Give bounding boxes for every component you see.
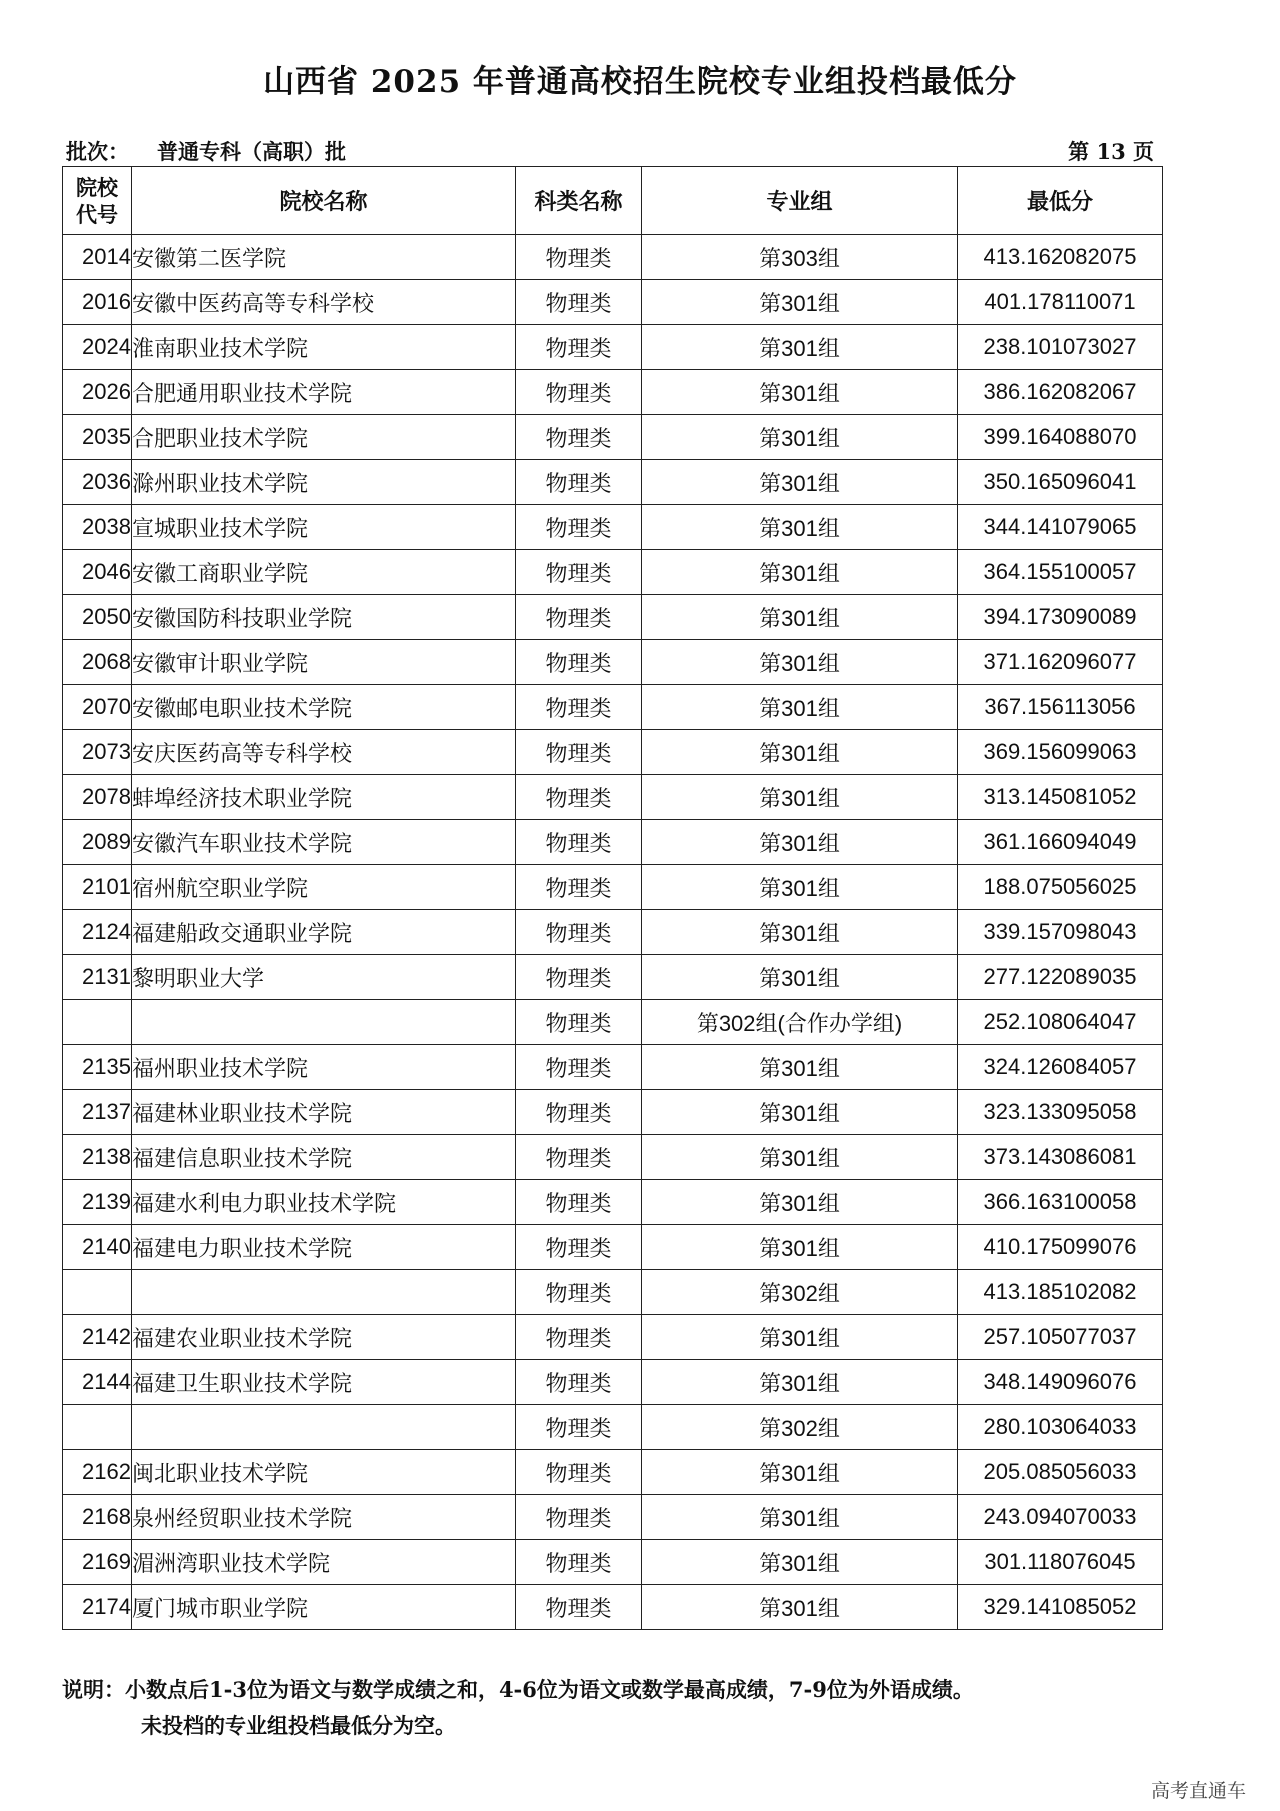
- category-cell: 物理类: [516, 1360, 642, 1405]
- min-score-cell: 301.118076045: [958, 1540, 1163, 1585]
- min-score-cell: 373.143086081: [958, 1135, 1163, 1180]
- school-code-cell: 2038: [63, 505, 132, 550]
- min-score-cell: 329.141085052: [958, 1585, 1163, 1630]
- score-table: [62, 166, 1163, 1630]
- group-cell: 第301组: [642, 865, 958, 910]
- school-code-cell: 2168: [63, 1495, 132, 1540]
- school-name-cell: 安庆医药高等专科学校: [132, 730, 516, 775]
- school-name-cell: 合肥通用职业技术学院: [132, 370, 516, 415]
- table-row: [63, 1135, 1163, 1180]
- school-name-cell: 蚌埠经济技术职业学院: [132, 775, 516, 820]
- group-cell: 第301组: [642, 1315, 958, 1360]
- school-code-cell: 2089: [63, 820, 132, 865]
- min-score-cell: 401.178110071: [958, 280, 1163, 325]
- table-row: [63, 730, 1163, 775]
- min-score-cell: 350.165096041: [958, 460, 1163, 505]
- table-row: [63, 640, 1163, 685]
- group-cell: 第301组: [642, 595, 958, 640]
- school-code-cell: 2068: [63, 640, 132, 685]
- category-cell: 物理类: [516, 1180, 642, 1225]
- min-score-cell: 367.156113056: [958, 685, 1163, 730]
- group-cell: 第301组: [642, 1135, 958, 1180]
- min-score-cell: 243.094070033: [958, 1495, 1163, 1540]
- school-name-cell: 福建卫生职业技术学院: [132, 1360, 516, 1405]
- category-cell: 物理类: [516, 1585, 642, 1630]
- category-cell: 物理类: [516, 1450, 642, 1495]
- school-code-cell: 2073: [63, 730, 132, 775]
- category-cell: 物理类: [516, 370, 642, 415]
- school-name-cell: 安徽汽车职业技术学院: [132, 820, 516, 865]
- category-cell: 物理类: [516, 820, 642, 865]
- school-name-cell: 淮南职业技术学院: [132, 325, 516, 370]
- category-cell: 物理类: [516, 595, 642, 640]
- school-code-cell: 2139: [63, 1180, 132, 1225]
- category-cell: 物理类: [516, 235, 642, 280]
- school-name-cell: 福建船政交通职业学院: [132, 910, 516, 955]
- group-cell: 第301组: [642, 325, 958, 370]
- batch-label: 批次：: [66, 139, 129, 164]
- min-score-cell: 394.173090089: [958, 595, 1163, 640]
- group-cell: 第301组: [642, 1495, 958, 1540]
- group-cell: 第301组: [642, 550, 958, 595]
- table-row: [63, 955, 1163, 1000]
- table-row: [63, 1540, 1163, 1585]
- school-name-cell: [132, 1405, 516, 1450]
- category-cell: 物理类: [516, 1315, 642, 1360]
- school-code-cell: 2174: [63, 1585, 132, 1630]
- min-score-cell: 313.145081052: [958, 775, 1163, 820]
- group-cell: 第301组: [642, 1360, 958, 1405]
- table-row: [63, 1405, 1163, 1450]
- min-score-cell: 252.108064047: [958, 1000, 1163, 1045]
- category-cell: 物理类: [516, 865, 642, 910]
- school-code-cell: [63, 1270, 132, 1315]
- category-cell: 物理类: [516, 685, 642, 730]
- table-row: [63, 1270, 1163, 1315]
- school-name-cell: 福建水利电力职业技术学院: [132, 1180, 516, 1225]
- table-row: [63, 1090, 1163, 1135]
- min-score-cell: 413.162082075: [958, 235, 1163, 280]
- category-cell: 物理类: [516, 1225, 642, 1270]
- group-cell: 第302组(合作办学组): [642, 1000, 958, 1045]
- school-code-cell: 2137: [63, 1090, 132, 1135]
- group-cell: 第301组: [642, 1180, 958, 1225]
- school-name-cell: 湄洲湾职业技术学院: [132, 1540, 516, 1585]
- table-body: [63, 235, 1163, 1630]
- table-row: [63, 1315, 1163, 1360]
- table-row: [63, 1495, 1163, 1540]
- school-code-cell: 2070: [63, 685, 132, 730]
- table-row: [63, 820, 1163, 865]
- group-cell: 第301组: [642, 415, 958, 460]
- table-row: [63, 370, 1163, 415]
- min-score-cell: 257.105077037: [958, 1315, 1163, 1360]
- min-score-cell: 371.162096077: [958, 640, 1163, 685]
- group-cell: 第301组: [642, 640, 958, 685]
- header-code-line2: 代号: [76, 201, 118, 227]
- category-cell: 物理类: [516, 1045, 642, 1090]
- school-code-cell: 2024: [63, 325, 132, 370]
- school-code-cell: 2101: [63, 865, 132, 910]
- batch-value: 普通专科（高职）批: [157, 139, 346, 164]
- group-cell: 第301组: [642, 1450, 958, 1495]
- school-name-cell: 宿州航空职业学院: [132, 865, 516, 910]
- table-row: [63, 1180, 1163, 1225]
- school-code-cell: 2162: [63, 1450, 132, 1495]
- min-score-cell: 323.133095058: [958, 1090, 1163, 1135]
- batch-info: [66, 136, 346, 166]
- school-code-cell: 2142: [63, 1315, 132, 1360]
- school-name-cell: 福建林业职业技术学院: [132, 1090, 516, 1135]
- school-name-cell: 滁州职业技术学院: [132, 460, 516, 505]
- group-cell: 第301组: [642, 280, 958, 325]
- group-cell: 第301组: [642, 1585, 958, 1630]
- table-row: [63, 775, 1163, 820]
- min-score-cell: 277.122089035: [958, 955, 1163, 1000]
- min-score-cell: 339.157098043: [958, 910, 1163, 955]
- school-name-cell: 泉州经贸职业技术学院: [132, 1495, 516, 1540]
- group-cell: 第303组: [642, 235, 958, 280]
- min-score-cell: 361.166094049: [958, 820, 1163, 865]
- school-code-cell: 2169: [63, 1540, 132, 1585]
- min-score-cell: 369.156099063: [958, 730, 1163, 775]
- table-row: [63, 910, 1163, 955]
- category-cell: 物理类: [516, 280, 642, 325]
- school-name-cell: 福建信息职业技术学院: [132, 1135, 516, 1180]
- school-code-cell: 2035: [63, 415, 132, 460]
- table-row: [63, 325, 1163, 370]
- school-code-cell: 2124: [63, 910, 132, 955]
- table-row: [63, 415, 1163, 460]
- min-score-cell: 188.075056025: [958, 865, 1163, 910]
- category-cell: 物理类: [516, 460, 642, 505]
- table-row: [63, 685, 1163, 730]
- category-cell: 物理类: [516, 415, 642, 460]
- min-score-cell: 366.163100058: [958, 1180, 1163, 1225]
- school-name-cell: 安徽审计职业学院: [132, 640, 516, 685]
- category-cell: 物理类: [516, 550, 642, 595]
- category-cell: 物理类: [516, 1090, 642, 1135]
- table-row: [63, 505, 1163, 550]
- header-group: 专业组: [642, 167, 958, 235]
- category-cell: 物理类: [516, 1405, 642, 1450]
- school-code-cell: [63, 1405, 132, 1450]
- table-row: [63, 865, 1163, 910]
- min-score-cell: 364.155100057: [958, 550, 1163, 595]
- category-cell: 物理类: [516, 910, 642, 955]
- school-code-cell: 2144: [63, 1360, 132, 1405]
- table-row: [63, 235, 1163, 280]
- school-code-cell: 2036: [63, 460, 132, 505]
- category-cell: 物理类: [516, 1495, 642, 1540]
- group-cell: 第302组: [642, 1270, 958, 1315]
- min-score-cell: 348.149096076: [958, 1360, 1163, 1405]
- table-row: [63, 1045, 1163, 1090]
- category-cell: 物理类: [516, 325, 642, 370]
- min-score-cell: 413.185102082: [958, 1270, 1163, 1315]
- school-name-cell: 宣城职业技术学院: [132, 505, 516, 550]
- footnote: [62, 1672, 974, 1744]
- table-row: [63, 550, 1163, 595]
- school-code-cell: 2050: [63, 595, 132, 640]
- group-cell: 第301组: [642, 370, 958, 415]
- school-name-cell: 福建电力职业技术学院: [132, 1225, 516, 1270]
- min-score-cell: 410.175099076: [958, 1225, 1163, 1270]
- table-header-row: [63, 167, 1163, 235]
- table-row: [63, 280, 1163, 325]
- category-cell: 物理类: [516, 775, 642, 820]
- school-code-cell: 2135: [63, 1045, 132, 1090]
- group-cell: 第301组: [642, 775, 958, 820]
- table-row: [63, 1585, 1163, 1630]
- school-name-cell: 安徽国防科技职业学院: [132, 595, 516, 640]
- table-row: [63, 460, 1163, 505]
- school-name-cell: [132, 1270, 516, 1315]
- min-score-cell: 386.162082067: [958, 370, 1163, 415]
- school-code-cell: 2140: [63, 1225, 132, 1270]
- header-code-line1: 院校: [76, 174, 118, 200]
- min-score-cell: 399.164088070: [958, 415, 1163, 460]
- group-cell: 第301组: [642, 1090, 958, 1135]
- footnote-line2: 未投档的专业组投档最低分为空。: [141, 1713, 456, 1738]
- table-row: [63, 595, 1163, 640]
- school-code-cell: 2078: [63, 775, 132, 820]
- min-score-cell: 238.101073027: [958, 325, 1163, 370]
- page-title: 山西省 2025 年普通高校招生院校专业组投档最低分: [263, 64, 1017, 100]
- school-name-cell: 厦门城市职业学院: [132, 1585, 516, 1630]
- min-score-cell: 344.141079065: [958, 505, 1163, 550]
- category-cell: 物理类: [516, 505, 642, 550]
- group-cell: 第301组: [642, 910, 958, 955]
- group-cell: 第301组: [642, 730, 958, 775]
- school-name-cell: 黎明职业大学: [132, 955, 516, 1000]
- category-cell: 物理类: [516, 955, 642, 1000]
- group-cell: 第301组: [642, 955, 958, 1000]
- table-row: [63, 1000, 1163, 1045]
- header-school-code: [63, 167, 132, 235]
- category-cell: 物理类: [516, 640, 642, 685]
- group-cell: 第301组: [642, 685, 958, 730]
- min-score-cell: 205.085056033: [958, 1450, 1163, 1495]
- school-name-cell: 安徽邮电职业技术学院: [132, 685, 516, 730]
- category-cell: 物理类: [516, 1000, 642, 1045]
- school-code-cell: 2046: [63, 550, 132, 595]
- group-cell: 第302组: [642, 1405, 958, 1450]
- table-row: [63, 1360, 1163, 1405]
- school-name-cell: 安徽中医药高等专科学校: [132, 280, 516, 325]
- min-score-cell: 280.103064033: [958, 1405, 1163, 1450]
- footnote-line1: 说明：小数点后1-3位为语文与数学成绩之和，4-6位为语文或数学最高成绩，7-9位为外语成绩。: [62, 1677, 974, 1702]
- group-cell: 第301组: [642, 1045, 958, 1090]
- header-school-name: 院校名称: [132, 167, 516, 235]
- school-name-cell: 安徽第二医学院: [132, 235, 516, 280]
- school-name-cell: 福建农业职业技术学院: [132, 1315, 516, 1360]
- school-name-cell: 闽北职业技术学院: [132, 1450, 516, 1495]
- school-name-cell: [132, 1000, 516, 1045]
- school-code-cell: 2016: [63, 280, 132, 325]
- group-cell: 第301组: [642, 1540, 958, 1585]
- category-cell: 物理类: [516, 1540, 642, 1585]
- category-cell: 物理类: [516, 730, 642, 775]
- category-cell: 物理类: [516, 1135, 642, 1180]
- page-number: 第 13 页: [1068, 139, 1154, 164]
- table-row: [63, 1450, 1163, 1495]
- table-row: [63, 1225, 1163, 1270]
- group-cell: 第301组: [642, 505, 958, 550]
- header-category: 科类名称: [516, 167, 642, 235]
- min-score-cell: 324.126084057: [958, 1045, 1163, 1090]
- school-name-cell: 安徽工商职业学院: [132, 550, 516, 595]
- watermark: 高考直通车: [1150, 1780, 1246, 1802]
- school-name-cell: 福州职业技术学院: [132, 1045, 516, 1090]
- school-code-cell: [63, 1000, 132, 1045]
- group-cell: 第301组: [642, 460, 958, 505]
- school-name-cell: 合肥职业技术学院: [132, 415, 516, 460]
- group-cell: 第301组: [642, 820, 958, 865]
- header-min-score: 最低分: [958, 167, 1163, 235]
- school-code-cell: 2138: [63, 1135, 132, 1180]
- school-code-cell: 2131: [63, 955, 132, 1000]
- group-cell: 第301组: [642, 1225, 958, 1270]
- school-code-cell: 2026: [63, 370, 132, 415]
- school-code-cell: 2014: [63, 235, 132, 280]
- category-cell: 物理类: [516, 1270, 642, 1315]
